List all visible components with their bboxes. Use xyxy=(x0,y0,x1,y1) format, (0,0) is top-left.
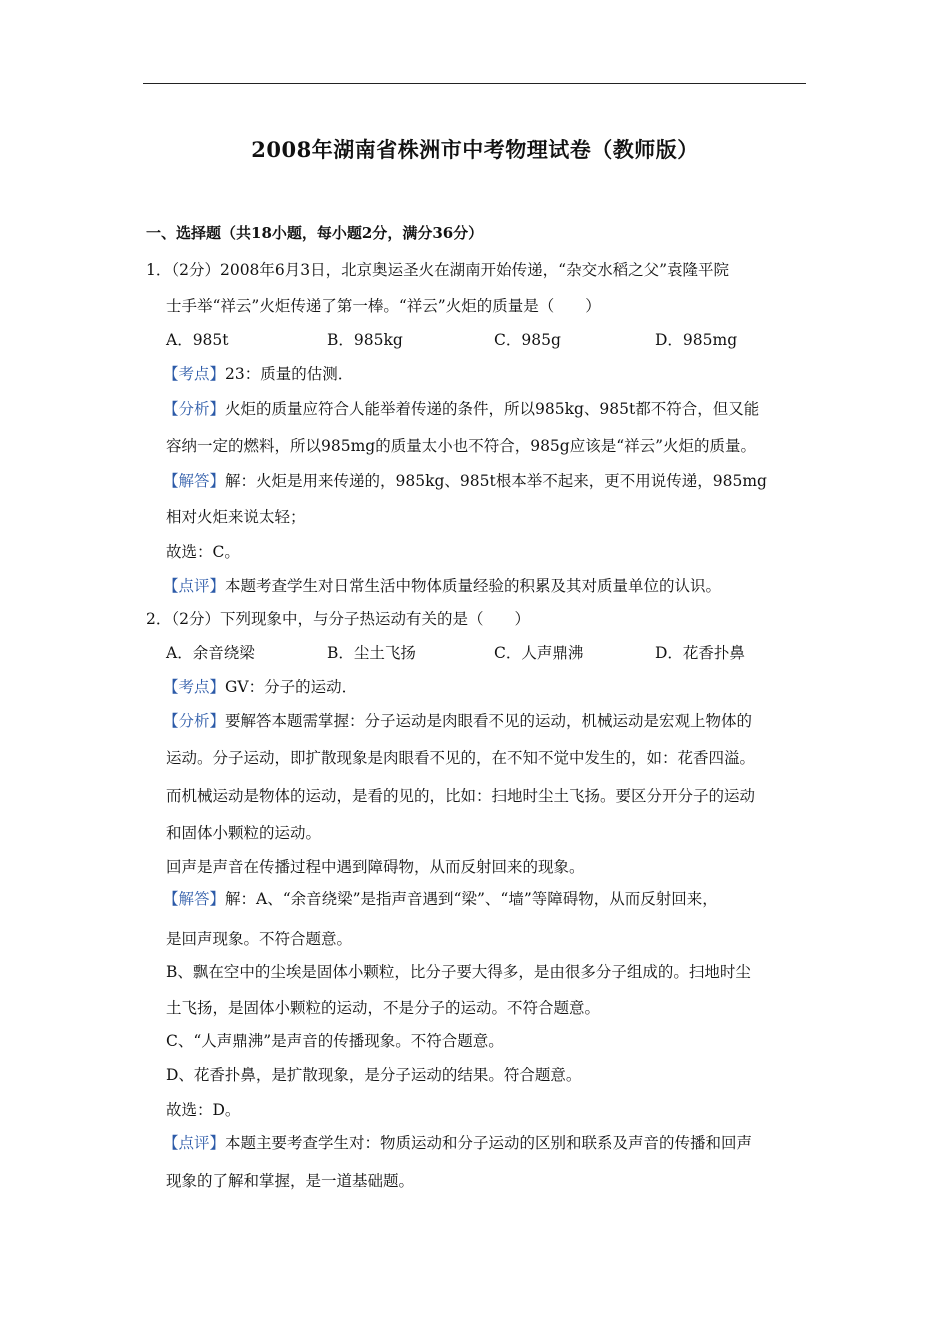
q1-option-c: C．985g xyxy=(494,331,561,349)
q2-kaodian-text: GV：分子的运动． xyxy=(225,678,358,696)
q2-jieda xyxy=(163,887,718,909)
q2-kaodian xyxy=(163,675,357,697)
fenxi-tag: 【分析】 xyxy=(163,400,226,418)
section-heading: 一、选择题（共18小题，每小题2分，满分36分） xyxy=(146,224,484,242)
q2-stem-line1: 2．（2分）下列现象中，与分子热运动有关的是（ ） xyxy=(146,610,530,628)
q1-fenxi-text-1: 火炬的质量应符合人能举着传递的条件，所以985kg、985t都不符合，但又能 xyxy=(225,400,760,418)
q2-jieda-line3: B、飘在空中的尘埃是固体小颗粒，比分子要大得多，是由很多分子组成的。扫地时尘 xyxy=(166,963,751,981)
header-rule xyxy=(143,83,806,84)
q2-jieda-line5: C、“人声鼎沸”是声音的传播现象。不符合题意。 xyxy=(166,1032,504,1050)
q2-fenxi-text-1: 要解答本题需掌握：分子运动是肉眼看不见的运动，机械运动是宏观上物体的 xyxy=(225,712,753,730)
q1-jieda xyxy=(163,469,767,491)
q2-fenxi-line5: 回声是声音在传播过程中遇到障碍物，从而反射回来的现象。 xyxy=(166,858,585,876)
q2-option-b: B．尘土飞扬 xyxy=(327,644,416,662)
q2-jieda-line2: 是回声现象。不符合题意。 xyxy=(166,930,353,948)
jieda-tag: 【解答】 xyxy=(163,890,226,908)
q2-dianping-line2: 现象的了解和掌握，是一道基础题。 xyxy=(166,1172,415,1190)
q1-kaodian xyxy=(163,362,353,384)
kaodian-tag: 【考点】 xyxy=(163,678,226,696)
q2-jieda-line6: D、花香扑鼻，是扩散现象，是分子运动的结果。符合题意。 xyxy=(166,1066,582,1084)
q1-option-d: D．985mg xyxy=(655,331,738,349)
dianping-tag: 【点评】 xyxy=(163,1134,226,1152)
q2-jieda-text-1: 解：A、“余音绕梁”是指声音遇到“梁”、“墙”等障碍物，从而反射回来， xyxy=(225,890,718,908)
q2-option-d: D．花香扑鼻 xyxy=(655,644,745,662)
fenxi-tag: 【分析】 xyxy=(163,712,226,730)
page-title: 2008年湖南省株洲市中考物理试卷（教师版） xyxy=(251,137,699,162)
q1-jieda-line2: 相对火炬来说太轻； xyxy=(166,508,306,526)
q1-stem-line1: 1．（2分）2008年6月3日，北京奥运圣火在湖南开始传递，“杂交水稻之父”袁隆平院 xyxy=(146,261,729,279)
dianping-tag: 【点评】 xyxy=(163,577,226,595)
q2-option-c: C．人声鼎沸 xyxy=(494,644,584,662)
q1-stem-line2: 士手举“祥云”火炬传递了第一棒。“祥云”火炬的质量是（ ） xyxy=(166,297,601,315)
q2-fenxi-line2: 运动。分子运动，即扩散现象是肉眼看不见的，在不知不觉中发生的，如：花香四溢。 xyxy=(166,749,756,767)
q2-option-a: A．余音绕梁 xyxy=(166,644,255,662)
q2-answer: 故选：D。 xyxy=(166,1101,241,1119)
q1-fenxi-line2: 容纳一定的燃料，所以985mg的质量太小也不符合，985g应该是“祥云”火炬的质量。 xyxy=(166,437,757,455)
q2-dianping xyxy=(163,1131,752,1153)
q1-option-a: A．985t xyxy=(166,331,229,349)
jieda-tag: 【解答】 xyxy=(163,472,226,490)
q1-kaodian-text: 23：质量的估测． xyxy=(225,365,354,383)
kaodian-tag: 【考点】 xyxy=(163,365,226,383)
q1-dianping xyxy=(163,574,721,596)
q1-option-b: B．985kg xyxy=(327,331,403,349)
q2-fenxi xyxy=(163,709,752,731)
q1-fenxi xyxy=(163,397,759,419)
q2-dianping-text-1: 本题主要考查学生对：物质运动和分子运动的区别和联系及声音的传播和回声 xyxy=(225,1134,753,1152)
q2-fenxi-line3: 而机械运动是物体的运动，是看的见的，比如：扫地时尘土飞扬。要区分开分子的运动 xyxy=(166,787,756,805)
q1-dianping-text: 本题考查学生对日常生活中物体质量经验的积累及其对质量单位的认识。 xyxy=(225,577,722,595)
q1-jieda-text-1: 解：火炬是用来传递的，985kg、985t根本举不起来，更不用说传递，985mg xyxy=(225,472,767,490)
q1-answer: 故选：C。 xyxy=(166,543,240,561)
q2-jieda-line4: 土飞扬，是固体小颗粒的运动，不是分子的运动。不符合题意。 xyxy=(166,999,601,1017)
q2-fenxi-line4: 和固体小颗粒的运动。 xyxy=(166,824,322,842)
